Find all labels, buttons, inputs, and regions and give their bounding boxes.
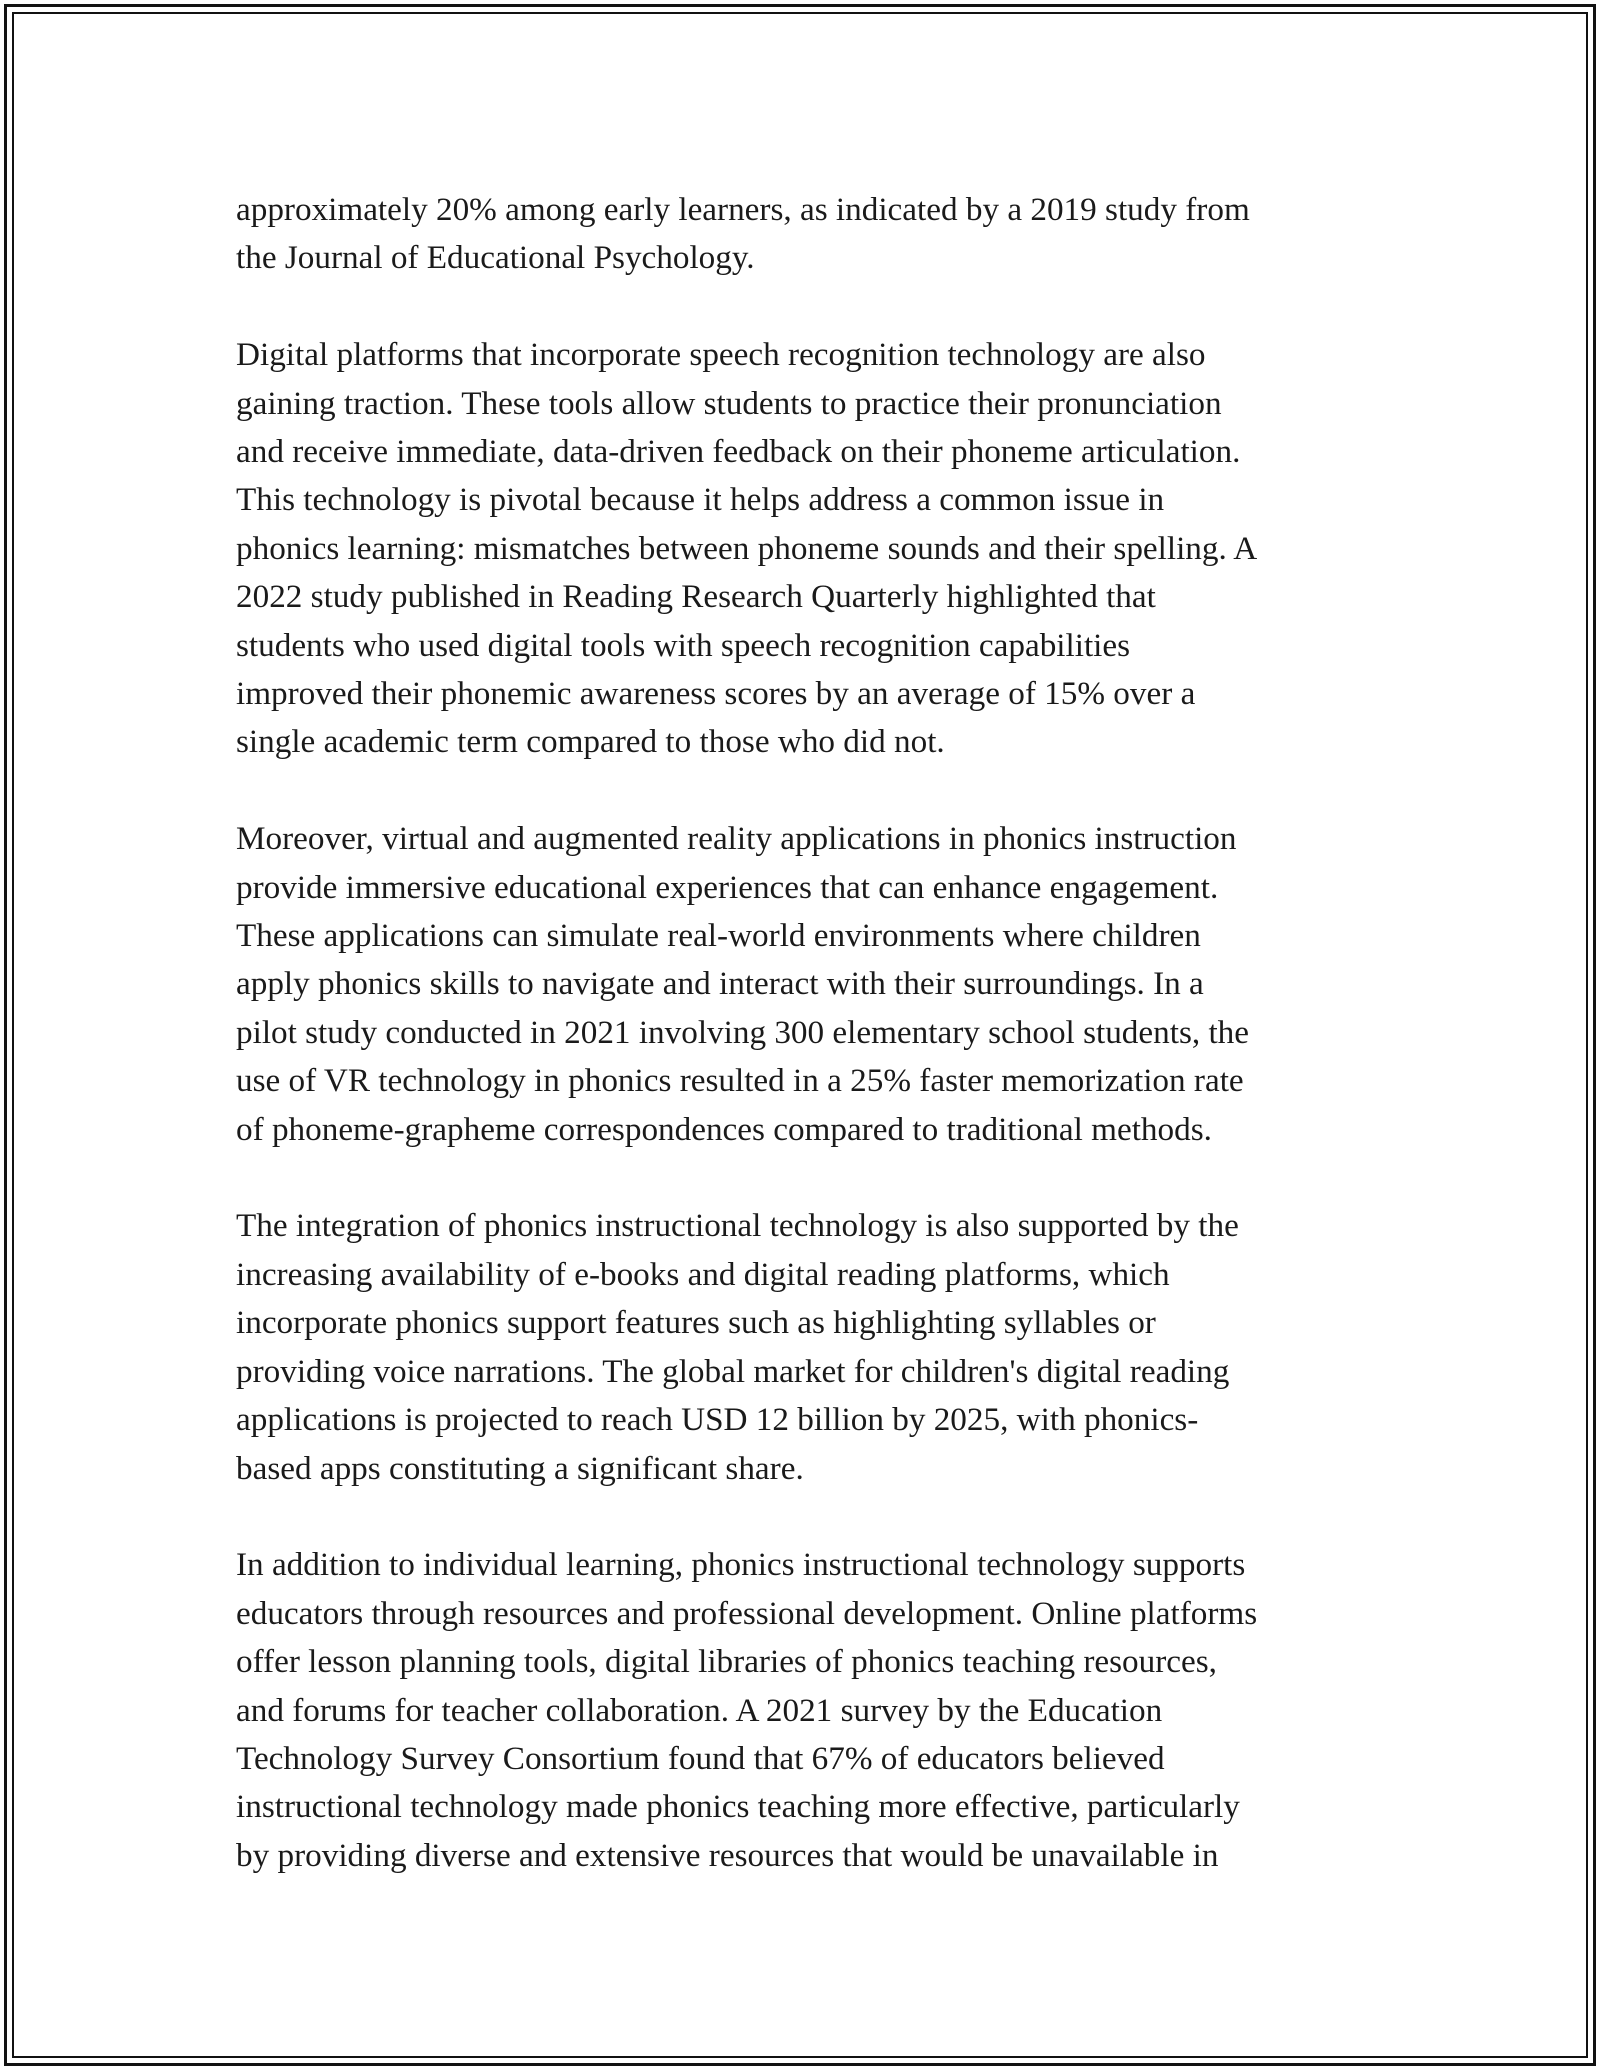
text-line: providing voice narrations. The global market for children's digital reading: [236, 1352, 1230, 1390]
text-line: and forums for teacher collaboration. A 2021 survey by the Education: [236, 1691, 1163, 1729]
text-line: Technology Survey Consortium found that 67% of educators believed: [236, 1739, 1165, 1777]
text-line: instructional technology made phonics teaching more effective, particularly: [236, 1788, 1240, 1826]
text-line: Digital platforms that incorporate speech recognition technology are also: [236, 336, 1206, 374]
text-line: The integration of phonics instructional technology is also supported by the: [236, 1207, 1239, 1245]
text-line: In addition to individual learning, phonics instructional technology supports: [236, 1546, 1246, 1584]
paragraph: [236, 186, 1376, 283]
text-line: pilot study conducted in 2021 involving 300 elementary school students, the: [236, 1013, 1249, 1051]
text-line: use of VR technology in phonics resulted in a 25% faster memorization rate: [236, 1062, 1244, 1100]
text-line: These applications can simulate real-world environments where children: [236, 917, 1201, 955]
document-body: [236, 186, 1376, 1929]
text-line: apply phonics skills to navigate and interact with their surroundings. In a: [236, 965, 1204, 1003]
text-line: phonics learning: mismatches between phoneme sounds and their spelling. A: [236, 529, 1258, 567]
text-line: educators through resources and professional development. Online platforms: [236, 1594, 1258, 1632]
text-line: single academic term compared to those who did not.: [236, 723, 945, 761]
paragraph: [236, 815, 1376, 1154]
text-line: gaining traction. These tools allow students to practice their pronunciation: [236, 384, 1222, 422]
text-line: the Journal of Educational Psychology.: [236, 239, 755, 277]
text-line: of phoneme-grapheme correspondences compared to traditional methods.: [236, 1110, 1212, 1148]
text-line: students who used digital tools with speech recognition capabilities: [236, 626, 1131, 664]
text-line: approximately 20% among early learners, as indicated by a 2019 study from: [236, 191, 1250, 228]
text-line: This technology is pivotal because it helps address a common issue in: [236, 481, 1165, 519]
text-line: by providing diverse and extensive resources that would be unavailable in: [236, 1836, 1219, 1874]
text-line: provide immersive educational experiences that can enhance engagement.: [236, 868, 1219, 906]
text-line: improved their phonemic awareness scores by an average of 15% over a: [236, 675, 1196, 713]
text-line: increasing availability of e-books and digital reading platforms, which: [236, 1255, 1170, 1293]
text-line: Moreover, virtual and augmented reality applications in phonics instruction: [236, 820, 1237, 858]
paragraph: [236, 1541, 1376, 1880]
text-line: applications is projected to reach USD 12 billion by 2025, with phonics-: [236, 1401, 1199, 1439]
text-line: and receive immediate, data-driven feedback on their phoneme articulation.: [236, 433, 1241, 471]
text-line: 2022 study published in Reading Research Quarterly highlighted that: [236, 578, 1156, 616]
paragraph: [236, 331, 1376, 767]
text-line: offer lesson planning tools, digital libraries of phonics teaching resources,: [236, 1643, 1217, 1681]
text-line: based apps constituting a significant share.: [236, 1449, 804, 1487]
text-line: incorporate phonics support features such as highlighting syllables or: [236, 1304, 1156, 1342]
paragraph: [236, 1202, 1376, 1492]
